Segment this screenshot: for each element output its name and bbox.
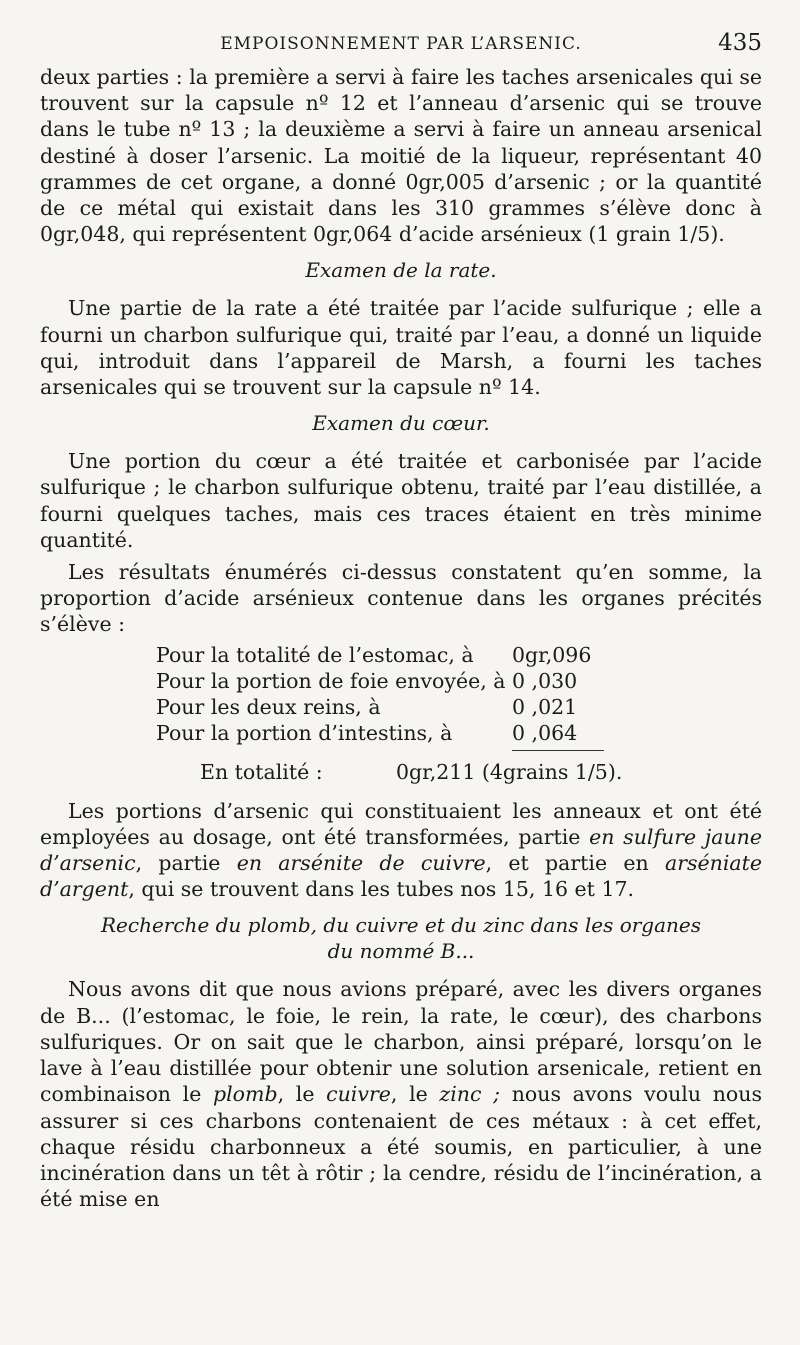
table-row-label: Pour la portion d’intestins, à	[156, 721, 453, 746]
table-row	[156, 694, 762, 720]
heading-line: Recherche du plomb, du cuivre et du zinc dans les organes	[100, 913, 702, 938]
section-heading-rate: Examen de la rate.	[305, 258, 497, 283]
text-run: , partie	[135, 851, 237, 876]
page-number: 435	[718, 30, 762, 56]
paragraph-results: Les résultats énumérés ci-dessus constatent qu’en somme, la proportion d’acide arsénieux contenue dans les organes précités s’élève :	[40, 560, 762, 637]
table-row-label: Pour les deux reins, à	[156, 695, 381, 720]
text-run: , et partie en	[485, 851, 665, 876]
page-header	[40, 30, 762, 64]
table-row-label: Pour la portion de foie envoyée, à	[156, 668, 506, 693]
paragraph-portions	[40, 798, 762, 903]
table-row-value: 0 ,064	[512, 721, 578, 746]
sum-rule	[512, 750, 604, 759]
book-page	[40, 30, 762, 1212]
table-row	[156, 642, 762, 668]
paragraph-coeur: Une portion du cœur a été traitée et carbonisée par l’acide sulfurique ; le charbon sulfurique obtenu, traité par l’eau distillée, a fourni quelques taches, mais ces traces étaient en très minime quantité.	[40, 449, 762, 552]
heading-line: du nommé B...	[327, 939, 475, 964]
results-table	[156, 642, 762, 760]
paragraph-metals	[40, 976, 762, 1212]
paragraph-arsenic-dosage: deux parties : la première a servi à faire les taches arsenicales qui se trouvent sur la capsule nº 12 et l’anneau d’arsenic qui se trouve dans le tube nº 13 ; la deuxième a servi à faire un anneau arsenical destiné à doser l’arsenic. La moitié de la liqueur, représentant 40 grammes de cet organe, a donné 0gr,005 d’arsenic ; or la quantité de ce métal qui existait dans les 310 grammes s’élève donc à 0gr,048, qui représentent 0gr,064 d’acide arsénieux (1 grain 1/5).	[40, 65, 762, 247]
italic-run: plomb	[213, 1082, 278, 1107]
total-label: En totalité :	[200, 760, 323, 785]
paragraph-rate: Une partie de la rate a été traitée par l’acide sulfurique ; elle a fourni un charbon sulfurique qui, traité par l’eau, a donné un liquide qui, introduit dans l’appareil de Marsh, a fourni les taches arsenicales qui se trouvent sur la capsule nº 14.	[40, 296, 762, 400]
table-row	[156, 720, 762, 746]
italic-run: en sulfure jaune d’arsenic	[40, 824, 763, 876]
table-row-value: 0 ,030	[512, 668, 578, 693]
text-run: , le	[277, 1082, 327, 1107]
total-value: 0gr,211 (4grains 1/5).	[396, 760, 623, 785]
text-run: , qui se trouvent dans les tubes nos 15, 16 et 17.	[128, 877, 635, 902]
text-run: Les portions d’arsenic qui constituaient les anneaux et ont été employées au dosage, ont été transformées, partie	[40, 798, 762, 849]
italic-run: arséniate d’argent	[40, 851, 762, 902]
running-title: EMPOISONNEMENT PAR L’ARSENIC.	[220, 34, 582, 54]
section-heading-plomb	[40, 912, 762, 964]
text-run: nous avons voulu nous assurer si ces charbons contenaient de ces métaux : à cet effet, chaque résidu charbonneux a été soumis, en particulier, à une incinération dans un têt à rôtir ; la cendre, résidu de l’incinération, a été mise en	[40, 1082, 762, 1212]
table-row-value: 0gr,096	[512, 642, 592, 667]
table-row	[156, 668, 762, 694]
section-heading-coeur: Examen du cœur.	[312, 411, 490, 436]
table-row-label: Pour la totalité de l’estomac, à	[156, 642, 474, 667]
table-row-value: 0 ,021	[512, 695, 578, 720]
italic-run: zinc ;	[439, 1082, 501, 1107]
table-total	[200, 759, 762, 785]
text-run: , le	[390, 1082, 440, 1107]
text-run: Nous avons dit que nous avions préparé, avec les divers organes de B... (l’estomac, le foie, le rein, la rate, le cœur), des charbons sulfuriques. Or on sait que le charbon, ainsi préparé, lorsqu’on le lave à l’eau distillée pour obtenir une solution arsenicale, retient en combinaison le	[40, 977, 762, 1107]
italic-run: en arsénite de cuivre	[236, 851, 486, 876]
italic-run: cuivre	[326, 1082, 391, 1107]
